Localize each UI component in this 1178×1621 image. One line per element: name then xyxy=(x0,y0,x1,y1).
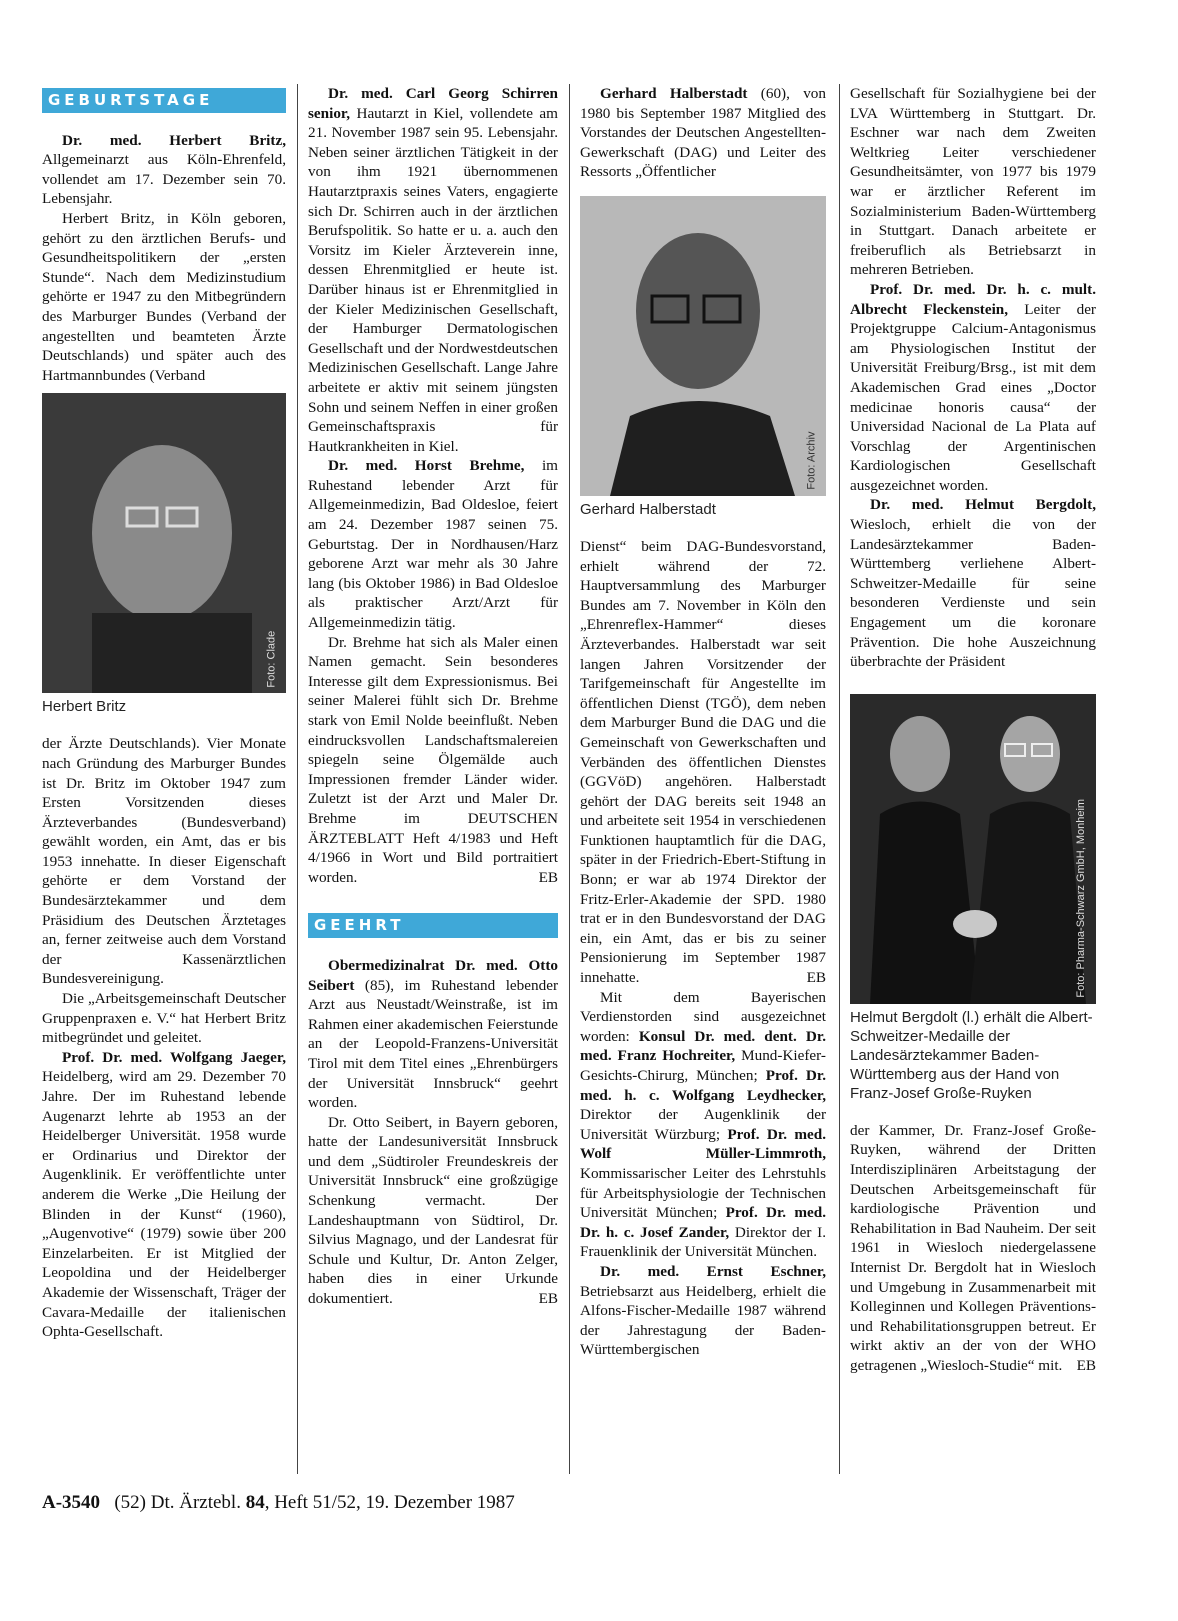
paragraph-text: Allgemeinarzt aus Köln-Ehrenfeld, vollendet am 17. Dezember sein 70. Lebensjahr. xyxy=(42,151,286,208)
column-rule xyxy=(297,84,298,1474)
photo-credit: Foto: Archiv xyxy=(805,431,818,490)
paragraph-text: Hautarzt in Kiel, vollendete am 21. November 1987 sein 95. Lebensjahr. Neben seiner ärztlichen Tätigkeit in der von ihm 1921 übernommenen Hautarztpraxis seines Vaters, engagierte sich Dr. Schirren auch in der ärztlichen Berufspolitik. So hatte er u. a. auch den Vorsitz im Kieler Ärzteverein inne, dessen Ehrenmitglied er heute ist. Darüber hinaus ist er Ehrenmitglied in der Kieler Medizinischen Gesellschaft, der Hamburger Dermatologischen Gesellschaft und der Nordwestdeutschen Medizinischen Gesellschaft. Lange Jahre arbeitete er aktiv mit seinem jüngsten Sohn und seinem Neffen in einer großen Gemeinschaftspraxis für Hautkrankheiten in Kiel. xyxy=(308,104,558,455)
person-name: Dr. med. Horst Brehme, xyxy=(328,457,525,475)
paragraph-text: Dr. Otto Seibert, in Bayern geboren, hatte der Landesuniversität Innsbruck und dem „Südtiroler Freundeskreis der Universität Innsbruck“ eine großzügige Schenkung vermacht. Der Landeshauptmann von Südtirol, Dr. Silvius Magnago, und der Landesrat für Schule und Kultur, Dr. Anton Zelger, haben dies in einer Urkunde dokumentiert. xyxy=(308,1113,558,1308)
paragraph-text: Betriebsarzt aus Heidelberg, erhielt die Alfons-Fischer-Medaille 1987 während der Jahrestagung der Baden-Württembergischen xyxy=(580,1282,826,1359)
paragraph-text: Dr. Brehme hat sich als Maler einen Namen gemacht. Sein besonderes Interesse gilt dem Expressionismus. Bei seiner Malerei fühlt sich Dr. Brehme stark von Emil Nolde beeinflußt. Neben eindrucksvollen Landschaftsmalereien spiegeln seine Ölgemälde auch Impressionen fremder Länder wider. Zuletzt ist der Arzt und Maler Dr. Brehme im DEUTSCHEN ÄRZTEBLATT Heft 4/1983 und Heft 4/1966 in Wort und Bild portraitiert worden. xyxy=(308,633,558,886)
section-header-geehrt: GEEHRT xyxy=(308,913,558,938)
seibert-paragraph-2 xyxy=(308,1113,558,1309)
person-name: Konsul Dr. med. dent. Dr. med. Franz Hochreiter, xyxy=(580,1027,826,1065)
paragraph-text: Dienst“ beim DAG-Bundesvorstand, erhielt während der 72. Hauptversammlung des Marburger Bundes am 7. November in Köln den „Ehrenreflex-Hammer“ dieses Ärzteverbandes. Halberstadt war seit langen Jahren Vorsitzender der Tarifgemeinschaft für Angestellte im öffentlichen Dienst (TGÖ), dem neben dem Marburger Bund die DAG und die Gemeinschaft von Gewerkschaften und Verbänden des öffentlichen Dienstes (GGVöD) angehören. Halberstadt gehört der DAG bereits seit 1948 an und arbeitete seit 1954 in verschiedenen Funktionen hauptamtlich für die DAG, später in der Friedrich-Ebert-Stiftung in Bonn; er war ab 1974 Direktor der Fritz-Erler-Akademie der SPD. 1980 trat er in den Bundesvorstand der DAG ein, ein Amt, das er bis zu seiner Pensionierung im September 1987 innehatte. xyxy=(580,537,826,987)
author-signature: EB xyxy=(806,969,826,987)
jaeger-paragraph xyxy=(42,1048,286,1342)
footer-issue: , Heft 51/52, 19. Dezember 1987 xyxy=(264,1492,515,1513)
paragraph-text: der Kammer, Dr. Franz-Josef Große-Ruyken, während der Dritten Interdisziplinären Arbeitstagung der Deutschen Arbeitsgemeinschaft für kardiologische Prävention und Rehabilitation in Bad Nauheim. Der seit 1961 in Wiesloch niedergelassene Internist Dr. Bergdolt hat in Wiesloch und Umgebung in Zusammenarbeit mit Kolleginnen und Kollegen Präventions- und Rehabilitationsgruppen betreut. Er wirkt aktiv an der von der WHO getragenen „Wiesloch-Studie“ mit. xyxy=(850,1121,1096,1374)
column-2 xyxy=(308,84,558,1309)
portrait-image xyxy=(42,393,286,693)
person-name: Dr. med. Herbert Britz, xyxy=(62,131,286,149)
author-signature: EB xyxy=(538,868,558,886)
brehme-paragraph-2 xyxy=(308,633,558,888)
paragraph-text: Leiter der Projektgruppe Calcium-Antagonismus am Physiologischen Institut der Universität Freiburg/Brsg., ist mit dem Akademischen Grad eines „Doctor medicinae honoris causa“ der Universidad Nacional de La Plata auf Vorschlag der Argentinischen Kardiologischen Gesellschaft ausgezeichnet worden. xyxy=(850,300,1096,494)
photo-bergdolt-handshake xyxy=(850,694,1096,1004)
author-signature: EB xyxy=(538,1290,558,1308)
eschner-paragraph xyxy=(580,1262,826,1360)
paragraph-text: Kommissarischer Leiter des Lehrstuhls für Arbeitsphysiologie der Technischen Universität München; xyxy=(580,1164,826,1222)
column-1 xyxy=(42,84,286,1342)
person-name: Prof. Dr. med. h. c. Wolfgang Leydhecker, xyxy=(580,1067,826,1104)
photo-herbert-britz xyxy=(42,393,286,693)
page-number: A-3540 xyxy=(42,1492,101,1513)
footer-journal: (52) Dt. Ärztebl. xyxy=(114,1492,246,1513)
column-4 xyxy=(850,84,1096,1376)
photo-caption: Helmut Bergdolt (l.) erhält die Albert-Schweitzer-Medaille der Landesärztekammer Baden-Württemberg aus der Hand von Franz-Josef Große-Ruyken xyxy=(850,1008,1093,1102)
person-name: Prof. Dr. med. Wolf Müller-Limmroth, xyxy=(580,1125,826,1163)
handshake-image xyxy=(850,694,1096,1004)
person-name: Dr. med. Helmut Bergdolt, xyxy=(870,496,1096,514)
person-name: Obermedizinalrat Dr. med. Otto Seibert xyxy=(308,956,558,994)
brehme-paragraph xyxy=(308,456,558,632)
person-name: Gerhard Halberstadt xyxy=(600,85,748,102)
photo-credit: Foto: Clade xyxy=(265,630,278,688)
eschner-paragraph-2: Gesellschaft für Sozialhygiene bei der LVA Württemberg in Stuttgart. Dr. Eschner war nach dem Zweiten Weltkrieg Leiter verschiedener Gesundheitsämter, von 1977 bis 1979 war er ärztlicher Referent im Sozialministerium Baden-Württemberg in Stuttgart. Danach arbeitete er freiberuflich als Betriebsarzt in mehreren Betrieben. xyxy=(850,85,1096,279)
column-rule xyxy=(569,84,570,1474)
photo-gerhard-halberstadt xyxy=(580,196,826,496)
photo-caption: Gerhard Halberstadt xyxy=(580,500,716,518)
britz-paragraph-3: der Ärzte Deutschlands). Vier Monate nach Gründung des Marburger Bundes ist Dr. Britz im Oktober 1947 zum Ersten Vorsitzenden dieses Ärzteverbandes (Bundesverband) gewählt worden, ein Amt, das er bis 1953 innehatte. In dieser Eigenschaft gehörte er dem Vorstand der Bundesärztekammer und dem Präsidium des Deutschen Ärztetages an, ferner zeitweise auch dem Vorstand der Kassenärztlichen Bundesvereinigung. xyxy=(42,735,286,988)
person-name: Dr. med. Ernst Eschner, xyxy=(600,1262,826,1280)
photo-caption: Herbert Britz xyxy=(42,698,127,716)
schirren-paragraph xyxy=(308,84,558,456)
photo-credit: Foto: Pharma-Schwarz GmbH, Monheim xyxy=(1075,799,1088,998)
person-name: Prof. Dr. med. Dr. h. c. mult. Albrecht Fleckenstein, xyxy=(850,280,1096,318)
paragraph-text: im Ruhestand lebender Arzt für Allgemeinmedizin, Bad Oldesloe, feiert am 24. Dezember 1987 seinen 75. Geburtstag. Der in Nordhausen/Harz geborene Arzt war mehr als 30 Jahre lang (bis Oktober 1986) in Bad Oldesloe als praktischer Arzt/Arzt für Allgemeinmedizin tätig. xyxy=(308,457,558,632)
paragraph-text: Mund-Kiefer-Gesichts-Chirurg, München; xyxy=(580,1047,826,1084)
page-footer xyxy=(42,1492,515,1514)
britz-paragraph-2: Herbert Britz, in Köln geboren, gehört zu den ärztlichen Berufs- und Gesundheitspolitikern der „ersten Stunde“. Nach dem Medizinstudium gehörte er 1947 zu den Mitbegründern des Marburger Bundes (Verband der angestellten und beamteten Ärzte Deutschlands) und später auch des Hartmannbundes (Verband xyxy=(42,209,286,384)
person-name: Dr. med. Carl Georg Schirren senior, xyxy=(308,85,558,122)
author-signature: EB xyxy=(1076,1356,1096,1374)
person-name: Prof. Dr. med. Wolfgang Jaeger, xyxy=(62,1048,286,1066)
halberstadt-paragraph xyxy=(580,84,826,182)
paragraph-text: Mit dem Bayerischen Verdienstorden sind ausgezeichnet worden: xyxy=(580,988,826,1045)
bergdolt-paragraph xyxy=(850,495,1096,671)
britz-paragraph xyxy=(42,131,286,209)
section-header-geburtstage: GEBURTSTAGE xyxy=(42,88,286,113)
footer-volume: 84 xyxy=(245,1492,265,1513)
britz-paragraph-4: Die „Arbeitsgemeinschaft Deutscher Gruppenpraxen e. V.“ hat Herbert Britz mitbegründet und geleitet. xyxy=(42,990,286,1047)
halberstadt-paragraph-2 xyxy=(580,537,826,988)
seibert-paragraph xyxy=(308,956,558,1113)
paragraph-text: (60), von 1980 bis September 1987 Mitglied des Vorstandes der Deutschen Angestellten-Gewerkschaft (DAG) und Leiter des Ressorts „Öffentlicher xyxy=(580,85,826,181)
paragraph-text: Wiesloch, erhielt die von der Landesärztekammer Baden-Württemberg verliehene Albert-Schweitzer-Medaille für seine besonderen Verdienste und sein Engagement um die koronare Prävention. Die hohe Auszeichnung überbrachte der Präsident xyxy=(850,516,1096,671)
column-rule xyxy=(839,84,840,1474)
bergdolt-paragraph-2 xyxy=(850,1121,1096,1376)
column-3 xyxy=(580,84,826,1360)
fleckenstein-paragraph xyxy=(850,280,1096,496)
paragraph-text: (85), im Ruhestand lebender Arzt aus Neustadt/Weinstraße, ist im Rahmen einer akademischen Feierstunde an der Leopold-Franzens-Universität Tirol mit dem Titel eines „Ehrenbürgers der Universität Innsbruck“ geehrt worden. xyxy=(308,976,558,1112)
paragraph-text: Direktor der Augenklinik der Universität Würzburg; xyxy=(580,1106,826,1143)
paragraph-text: Direktor der I. Frauenklinik der Universität München. xyxy=(580,1223,826,1261)
verdienstorden-paragraph xyxy=(580,988,826,1262)
paragraph-text: Heidelberg, wird am 29. Dezember 70 Jahre. Der im Ruhestand lebende Augenarzt lehrte ab 1953 an der Heidelberger Universität. 1958 wurde er Ordinarius und Direktor der Augenklinik. Er veröffentlichte unter anderem die Werke „Die Heilung der Blinden in der Kunst“ (1960), „Augenvotive“ (1979) sowie über 200 Einzelarbeiten. Er ist Mitglied der Leopoldina und der Heidelberger Akademie der Wissenschaft, Träger der Cavara-Medaille der italienischen Ophta-Gesellschaft. xyxy=(42,1068,286,1341)
person-name: Prof. Dr. med. Dr. h. c. Josef Zander, xyxy=(580,1204,826,1241)
portrait-image xyxy=(580,196,826,496)
